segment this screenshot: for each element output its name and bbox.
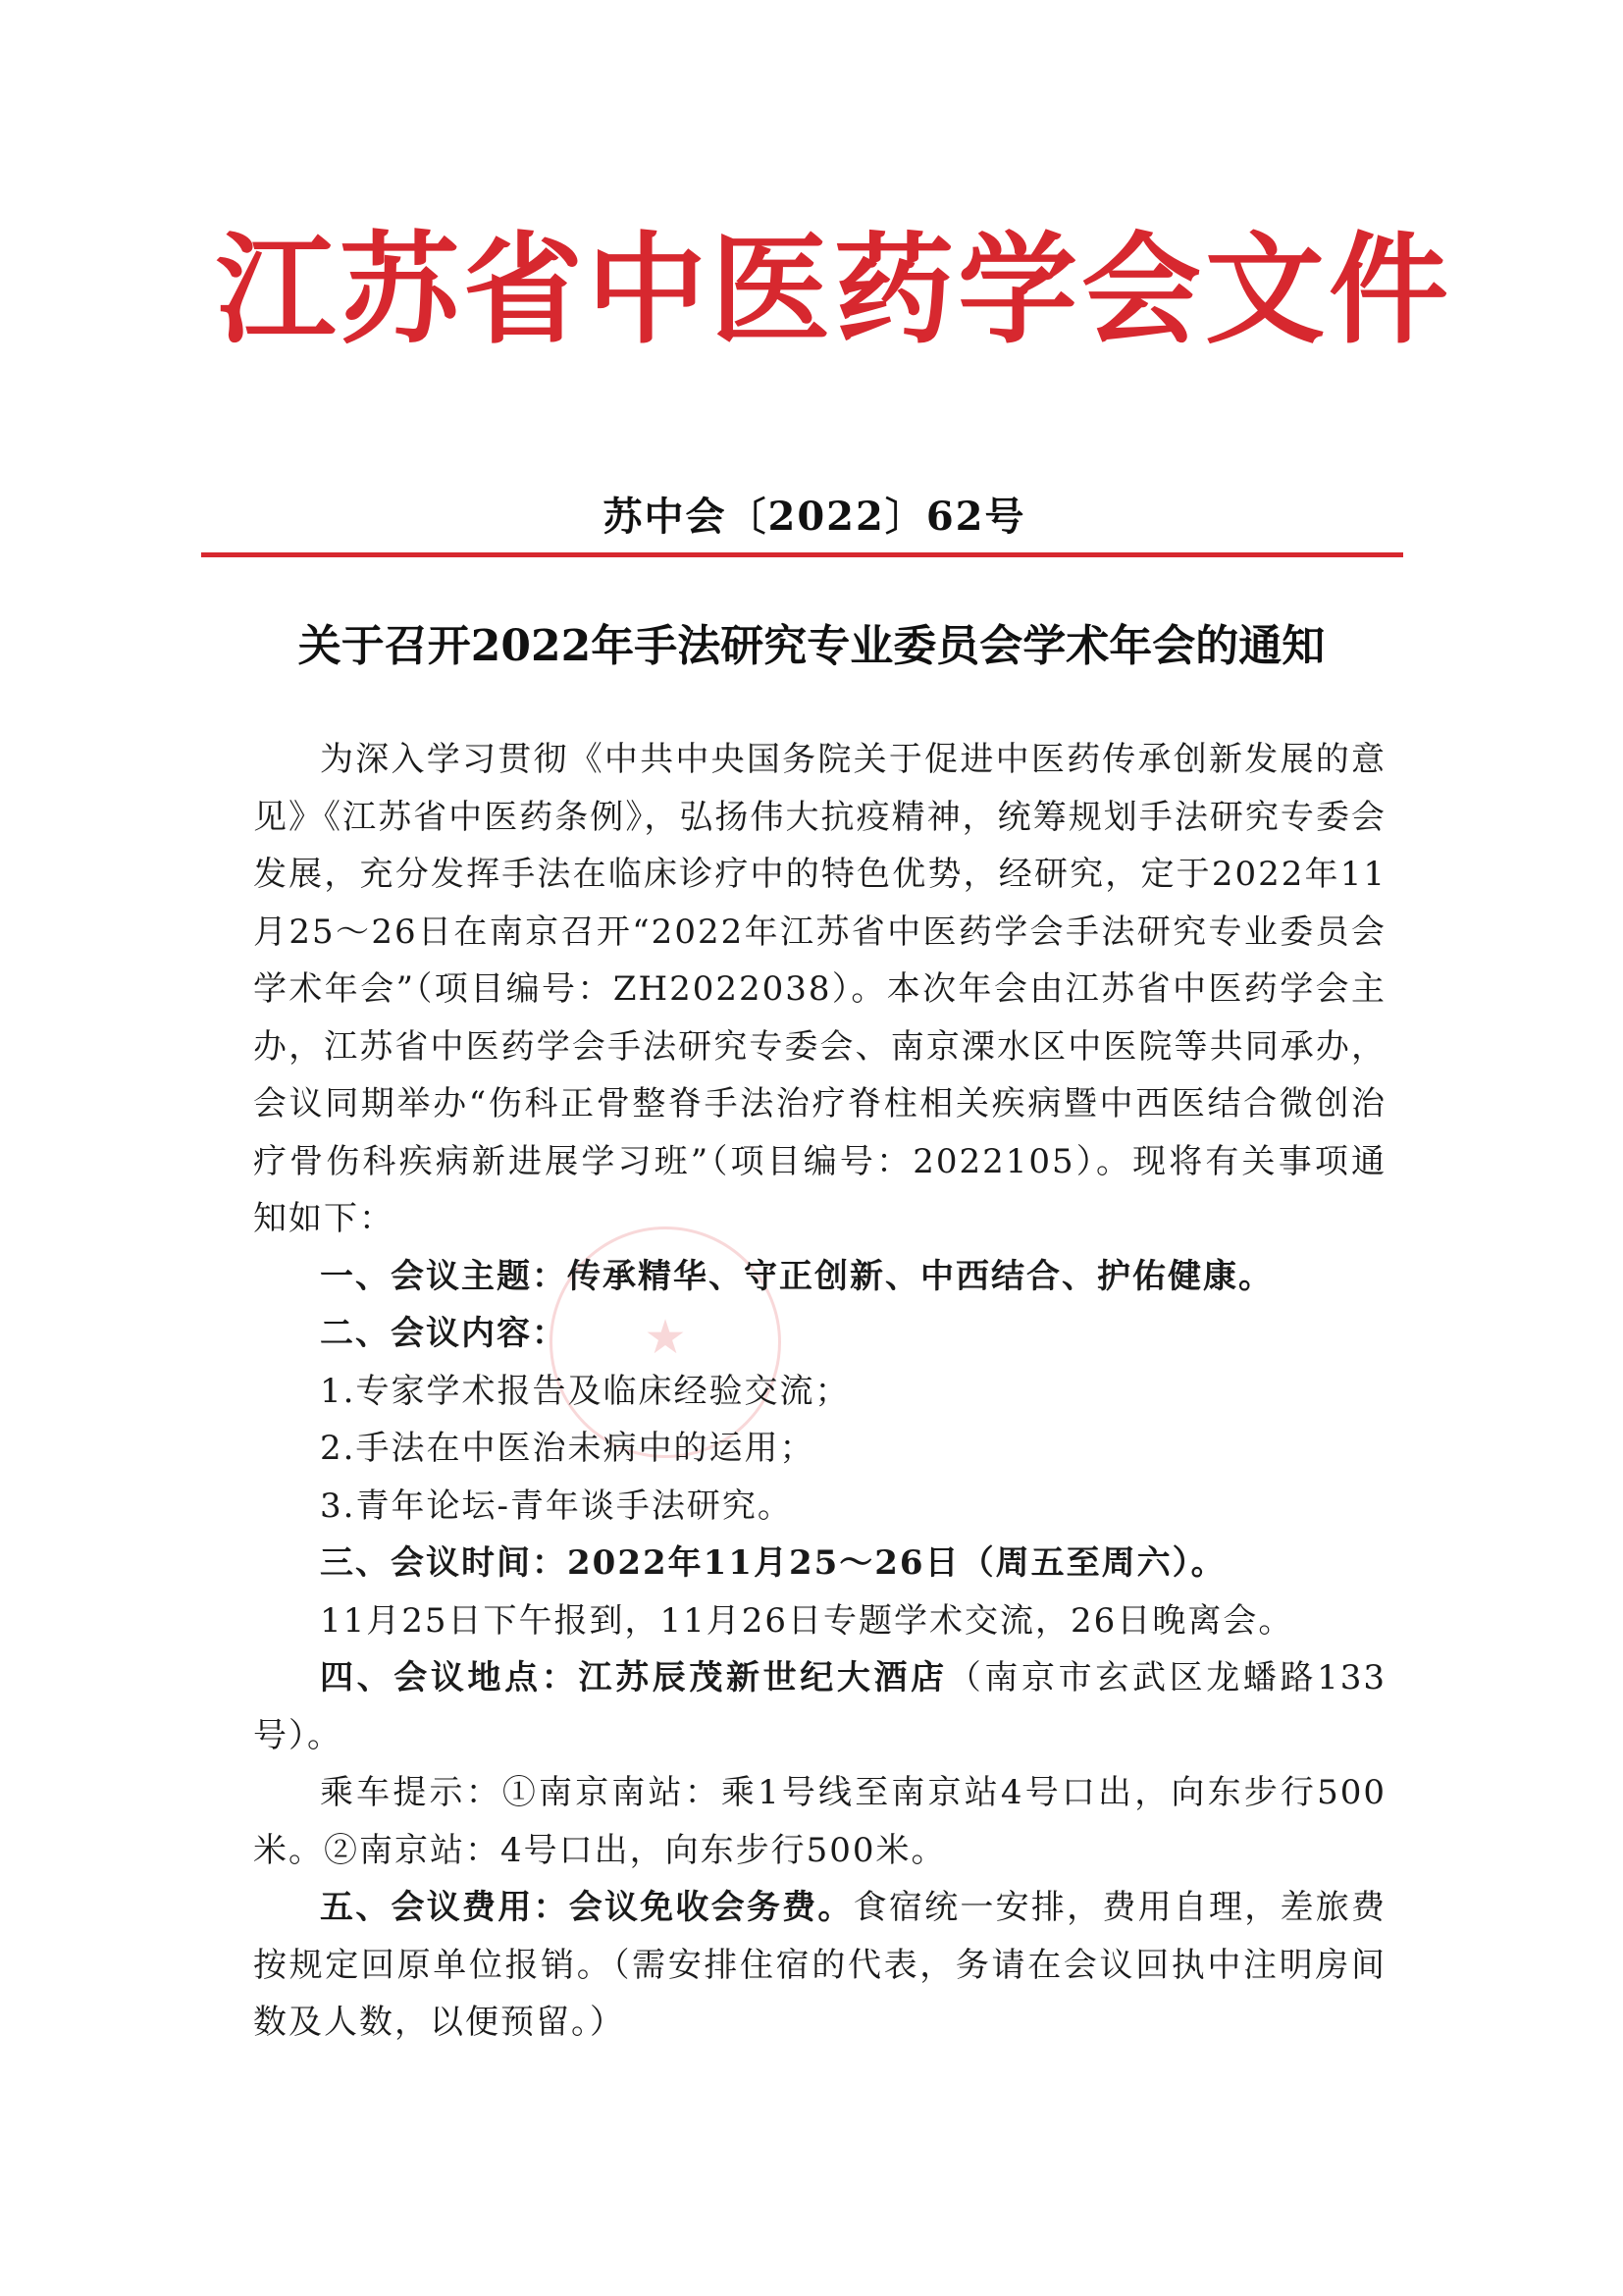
- seal-star-icon: ★: [644, 1310, 687, 1365]
- time-detail: 11月25日下午报到，11月26日专题学术交流，26日晚离会。: [320, 1600, 1294, 1641]
- content-item: 3.青年论坛-青年谈手法研究。: [320, 1486, 793, 1526]
- notice-title: 关于召开2022年手法研究专业委员会学术年会的通知: [297, 621, 1326, 671]
- section-time-label: 三、会议时间：: [320, 1543, 567, 1583]
- section-place: [253, 1649, 1387, 1764]
- section-content: [253, 1305, 1387, 1363]
- section-content-label: 二、会议内容：: [320, 1314, 567, 1353]
- section-place-address: （南京市玄武区龙蟠路133号）。: [253, 1658, 1387, 1755]
- section-time: [253, 1535, 1387, 1592]
- section-time-text: 2022年11月25～26日（周五至周六）。: [567, 1543, 1227, 1583]
- section-fee-label: 五、会议费用：: [320, 1888, 569, 1927]
- notice-body: [253, 731, 1387, 2052]
- content-item: 2.手法在中医治未病中的运用；: [320, 1429, 815, 1468]
- red-divider: [201, 552, 1403, 557]
- section-place-label: 四、会议地点：: [320, 1658, 579, 1697]
- content-item: 1.专家学术报告及临床经验交流；: [320, 1371, 851, 1411]
- section-theme-text: 传承精华、守正创新、中西结合、护佑健康。: [567, 1256, 1274, 1296]
- issuer-title: 江苏省中医药学会文件: [216, 219, 1452, 360]
- section-place-name: 江苏辰茂新世纪大酒店: [578, 1658, 948, 1697]
- section-theme-label: 一、会议主题：: [320, 1256, 567, 1296]
- intro-paragraph: 为深入学习贯彻《中共中央国务院关于促进中医药传承创新发展的意见》《江苏省中医药条例》，弘扬伟大抗疫精神，统筹规划手法研究专委会发展，充分发挥手法在临床诊疗中的特色优势，经研究，定于2022年11月25～26日在南京召开“2022年江苏省中医药学会手法研究专业委员会学术年会”（项目编号：ZH2022038）。本次年会由江苏省中医药学会主办，江苏省中医药学会手法研究专委会、南京溧水区中医院等共同承办，会议同期举办“伤科正骨整脊手法治疗脊柱相关疾病暨中西医结合微创治疗骨伤科疾病新进展学习班”（项目编号：2022105）。现将有关事项通知如下：: [253, 740, 1387, 1238]
- section-fee-bold: 会议免收会务费。: [568, 1888, 854, 1927]
- document-number: 苏中会〔2022〕62号: [602, 494, 1026, 540]
- transport-tips: 乘车提示：①南京南站：乘1号线至南京站4号口出，向东步行500米。②南京站：4号口出，向东步行500米。: [253, 1773, 1387, 1870]
- section-fee: [253, 1879, 1387, 2052]
- section-theme: [253, 1248, 1387, 1306]
- section-fee-text: 食宿统一安排，费用自理，差旅费按规定回原单位报销。（需安排住宿的代表，务请在会议回执中注明房间数及人数，以便预留。）: [253, 1888, 1387, 2042]
